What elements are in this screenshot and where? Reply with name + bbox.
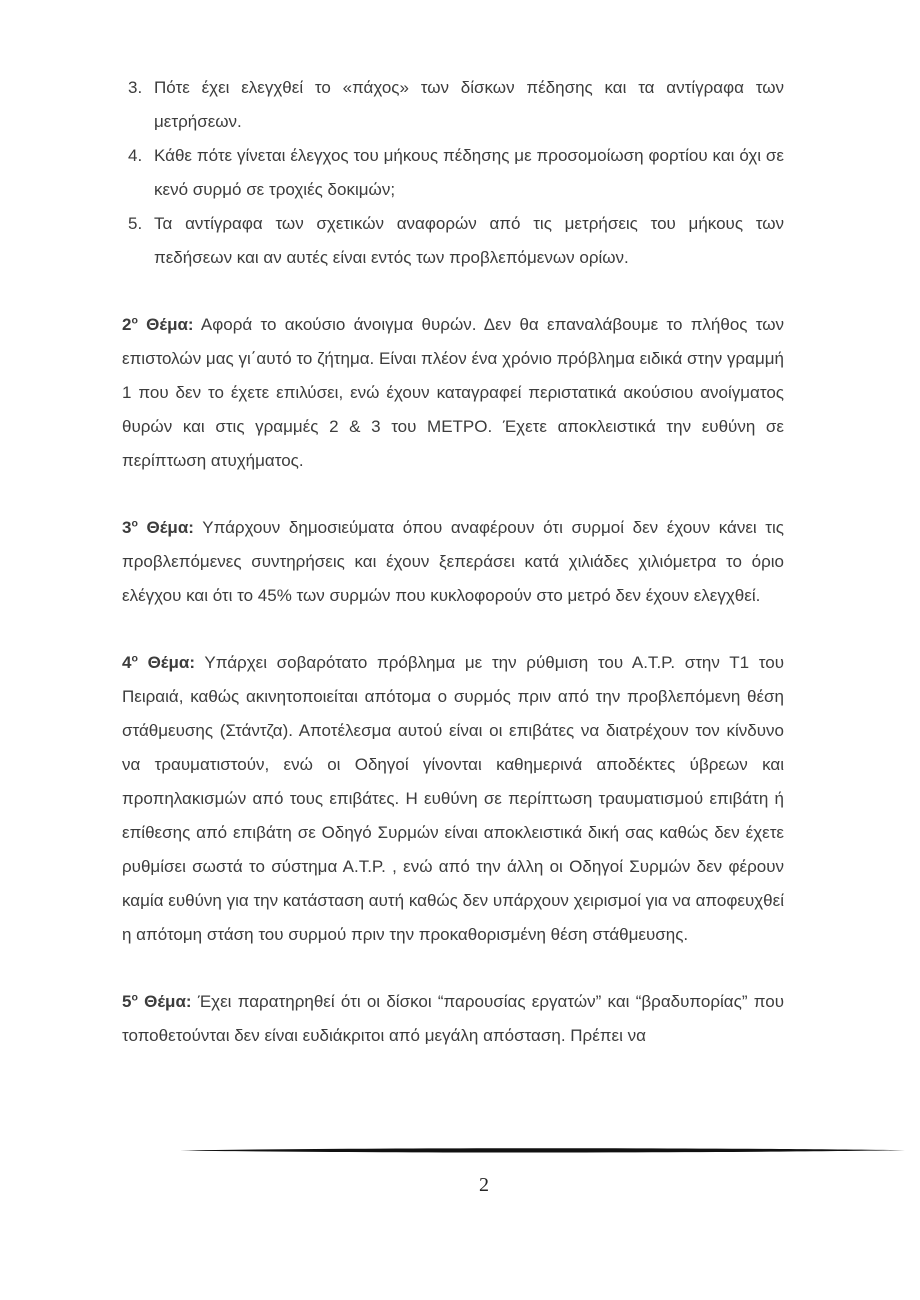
list-item-number: 3. (128, 78, 143, 97)
topic-ordinal-suffix: ο (131, 517, 138, 530)
topic-label (122, 315, 194, 334)
topic-body: Υπάρχουν δημοσιεύματα όπου αναφέρουν ότι συρμοί δεν έχουν κάνει τις προβλεπόμενες συντηρήσεις και έχουν ξεπεράσει κατά χιλιάδες χιλιόμετρα το όριο ελέγχου και ότι το 45% των συρμών που κυκλοφορούν στο μετρό δεν έχουν ελεγχθεί. (122, 518, 784, 605)
topic-label-text: Θέμα: (137, 518, 194, 537)
topic-label (122, 653, 195, 672)
topic-body: Αφορά το ακούσιο άνοιγμα θυρών. Δεν θα επαναλάβουμε το πλήθος των επιστολών μας γι΄αυτό το ζήτημα. Είναι πλέον ένα χρόνιο πρόβλημα ειδικά στην γραμμή 1 που δεν το έχετε επιλύσει, ενώ έχουν καταγραφεί περιστατικά ακούσιου ανοίγματος θυρών και στις γραμμές 2 & 3 του ΜΕΤΡΟ. Έχετε αποκλειστικά την ευθύνη σε περίπτωση ατυχήματος. (122, 315, 784, 470)
page-number: 2 (479, 1174, 489, 1196)
topic-label-text: Θέμα: (137, 653, 195, 672)
page-content (122, 71, 784, 1053)
list-item (122, 139, 784, 207)
topic-body: Έχει παρατηρηθεί ότι οι δίσκοι “παρουσίας εργατών” και “βραδυπορίας” που τοποθετούνται δεν είναι ευδιάκριτοι από μεγάλη απόσταση. Πρέπει να (122, 992, 784, 1045)
list-item (122, 71, 784, 139)
footer-divider-line (180, 1147, 905, 1154)
topic-label (122, 992, 192, 1011)
topic-ordinal-suffix: ο (131, 652, 138, 665)
list-item-text: Τα αντίγραφα των σχετικών αναφορών από τις μετρήσεις του μήκους των πεδήσεων και αν αυτές είναι εντός των προβλεπόμενων ορίων. (154, 214, 784, 267)
topic-label (122, 518, 194, 537)
topic-ordinal: 4 (122, 653, 132, 672)
topic-paragraph-5 (122, 985, 784, 1053)
topic-label-text: Θέμα: (137, 315, 194, 334)
topic-ordinal-suffix: ο (131, 991, 138, 1004)
topic-paragraph-4 (122, 646, 784, 952)
list-item-text: Πότε έχει ελεγχθεί το «πάχος» των δίσκων πέδησης και τα αντίγραφα των μετρήσεων. (154, 78, 784, 131)
numbered-list (122, 71, 784, 275)
list-item-number: 4. (128, 146, 143, 165)
topic-ordinal: 5 (122, 992, 132, 1011)
topic-ordinal: 2 (122, 315, 132, 334)
topic-ordinal: 3 (122, 518, 132, 537)
list-item-number: 5. (128, 214, 143, 233)
list-item (122, 207, 784, 275)
topic-label-text: Θέμα: (137, 992, 192, 1011)
topic-paragraph-2 (122, 308, 784, 478)
topic-body: Υπάρχει σοβαρότατο πρόβλημα με την ρύθμιση του Α.Τ.Ρ. στην Τ1 του Πειραιά, καθώς ακινητοποιείται απότομα ο συρμός πριν από την προβλεπόμενη θέση στάθμευσης (Στάντζα). Αποτέλεσμα αυτού είναι οι επιβάτες να διατρέχουν τον κίνδυνο να τραυματιστούν, ενώ οι Οδηγοί γίνονται καθημερινά αποδέκτες ύβρεων και προπηλακισμών από τους επιβάτες. Η ευθύνη σε περίπτωση τραυματισμού επιβάτη ή επίθεσης από επιβάτη σε Οδηγό Συρμών είναι αποκλειστικά δική σας καθώς δεν έχετε ρυθμίσει σωστά το σύστημα Α.Τ.Ρ. , ενώ από την άλλη οι Οδηγοί Συρμών δεν φέρουν καμία ευθύνη για την κατάσταση αυτή καθώς δεν υπάρχουν χειρισμοί για να αποφευχθεί η απότομη στάση του συρμού πριν την προκαθορισμένη θέση στάθμευσης. (122, 653, 784, 944)
list-item-text: Κάθε πότε γίνεται έλεγχος του μήκους πέδησης με προσομοίωση φορτίου και όχι σε κενό συρμό σε τροχιές δοκιμών; (154, 146, 784, 199)
topic-ordinal-suffix: ο (131, 314, 138, 327)
topic-paragraph-3 (122, 511, 784, 613)
